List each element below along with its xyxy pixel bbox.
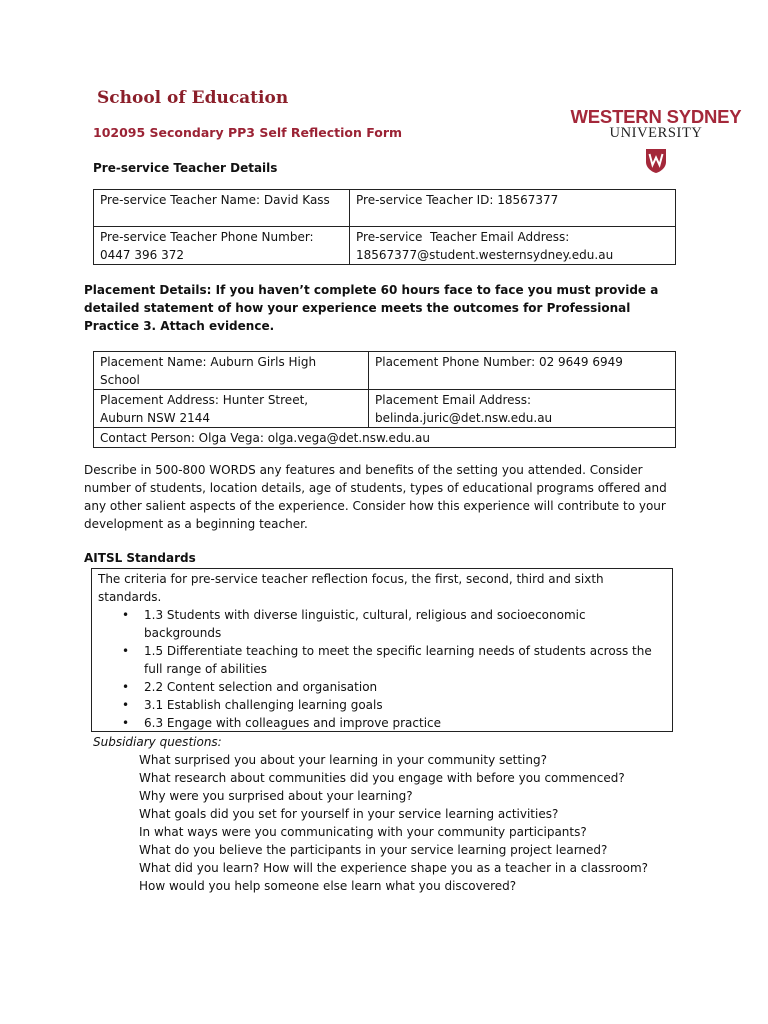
describe-instructions: Describe in 500-800 WORDS any features and benefits of the setting you attended. Consider number of students, location details, age of students, types of educational programs offered and any other salient aspects of the experience. Consider how this experience will contribute to your development as a beginning teacher.: [84, 463, 667, 531]
standard-item: • 1.5 Differentiate teaching to meet the specific learning needs of students across the full range of abilities: [144, 642, 666, 678]
aitsl-standards-list: [98, 606, 666, 732]
teacher-phone-label: Pre-service Teacher Phone Number:: [100, 230, 314, 244]
university-logo: [567, 106, 745, 176]
subsidiary-questions-list: [139, 751, 739, 895]
teacher-email-label: Pre-service Teacher Email Address:: [356, 230, 570, 244]
standard-item: • 1.3 Students with diverse linguistic, cultural, religious and socioeconomic backgrounds: [144, 606, 666, 642]
logo-wordmark: WESTERN SYDNEY: [570, 106, 742, 127]
question-item: What surprised you about your learning in your community setting?: [139, 753, 547, 767]
standard-item: • 2.2 Content selection and organisation: [144, 678, 666, 696]
question-item: What do you believe the participants in your service learning project learned?: [139, 843, 608, 857]
placement-address-cell: [94, 390, 369, 428]
shield-icon: [645, 148, 667, 174]
aitsl-heading: AITSL Standards: [84, 551, 196, 565]
placement-address-line2: Auburn NSW 2144: [100, 411, 210, 425]
teacher-email-cell: [350, 227, 676, 265]
placement-note: Placement Details: If you haven’t complete 60 hours face to face you must provide a detailed statement of how your experience meets the outcomes for Professional Practice 3. Attach evidence.: [84, 283, 659, 333]
form-title: 102095 Secondary PP3 Self Reflection Form: [93, 125, 403, 140]
question-item: In what ways were you communicating with your community participants?: [139, 825, 587, 839]
question-item: What did you learn? How will the experience shape you as a teacher in a classroom?: [139, 861, 649, 875]
placement-address-line1: Placement Address: Hunter Street,: [100, 393, 309, 407]
placement-email-label: Placement Email Address:: [375, 393, 532, 407]
teacher-phone-value: 0447 396 372: [100, 248, 184, 262]
question-item: What goals did you set for yourself in your service learning activities?: [139, 807, 559, 821]
question-item: Why were you surprised about your learning?: [139, 789, 413, 803]
question-item: What research about communities did you engage with before you commenced?: [139, 771, 625, 785]
subsidiary-title: Subsidiary questions:: [93, 735, 222, 749]
teacher-details-table: [93, 189, 676, 265]
aitsl-standards-box: [91, 568, 673, 732]
teacher-details-heading: Pre-service Teacher Details: [93, 161, 278, 175]
teacher-id-cell: Pre-service Teacher ID: 18567377: [350, 190, 676, 227]
contact-person-cell: Contact Person: Olga Vega: olga.vega@det.nsw.edu.au: [94, 428, 676, 448]
placement-name-line1: Placement Name: Auburn Girls High: [100, 355, 317, 369]
standard-item: • 3.1 Establish challenging learning goals: [144, 696, 666, 714]
placement-email-cell: [369, 390, 676, 428]
placement-name-cell: [94, 352, 369, 390]
school-title: School of Education: [97, 88, 289, 108]
logo-subtitle: UNIVERSITY: [609, 125, 703, 141]
placement-email-value: belinda.juric@det.nsw.edu.au: [375, 411, 553, 425]
question-item: How would you help someone else learn what you discovered?: [139, 879, 517, 893]
placement-name-line2: School: [100, 373, 140, 387]
teacher-phone-cell: [94, 227, 350, 265]
teacher-name-cell: Pre-service Teacher Name: David Kass: [94, 190, 350, 227]
teacher-email-value: 18567377@student.westernsydney.edu.au: [356, 248, 614, 262]
aitsl-intro: The criteria for pre-service teacher reflection focus, the first, second, third and sixth standards.: [98, 572, 604, 604]
placement-table: [93, 351, 676, 448]
standard-item: • 6.3 Engage with colleagues and improve practice: [144, 714, 666, 732]
placement-phone-cell: Placement Phone Number: 02 9649 6949: [369, 352, 676, 390]
